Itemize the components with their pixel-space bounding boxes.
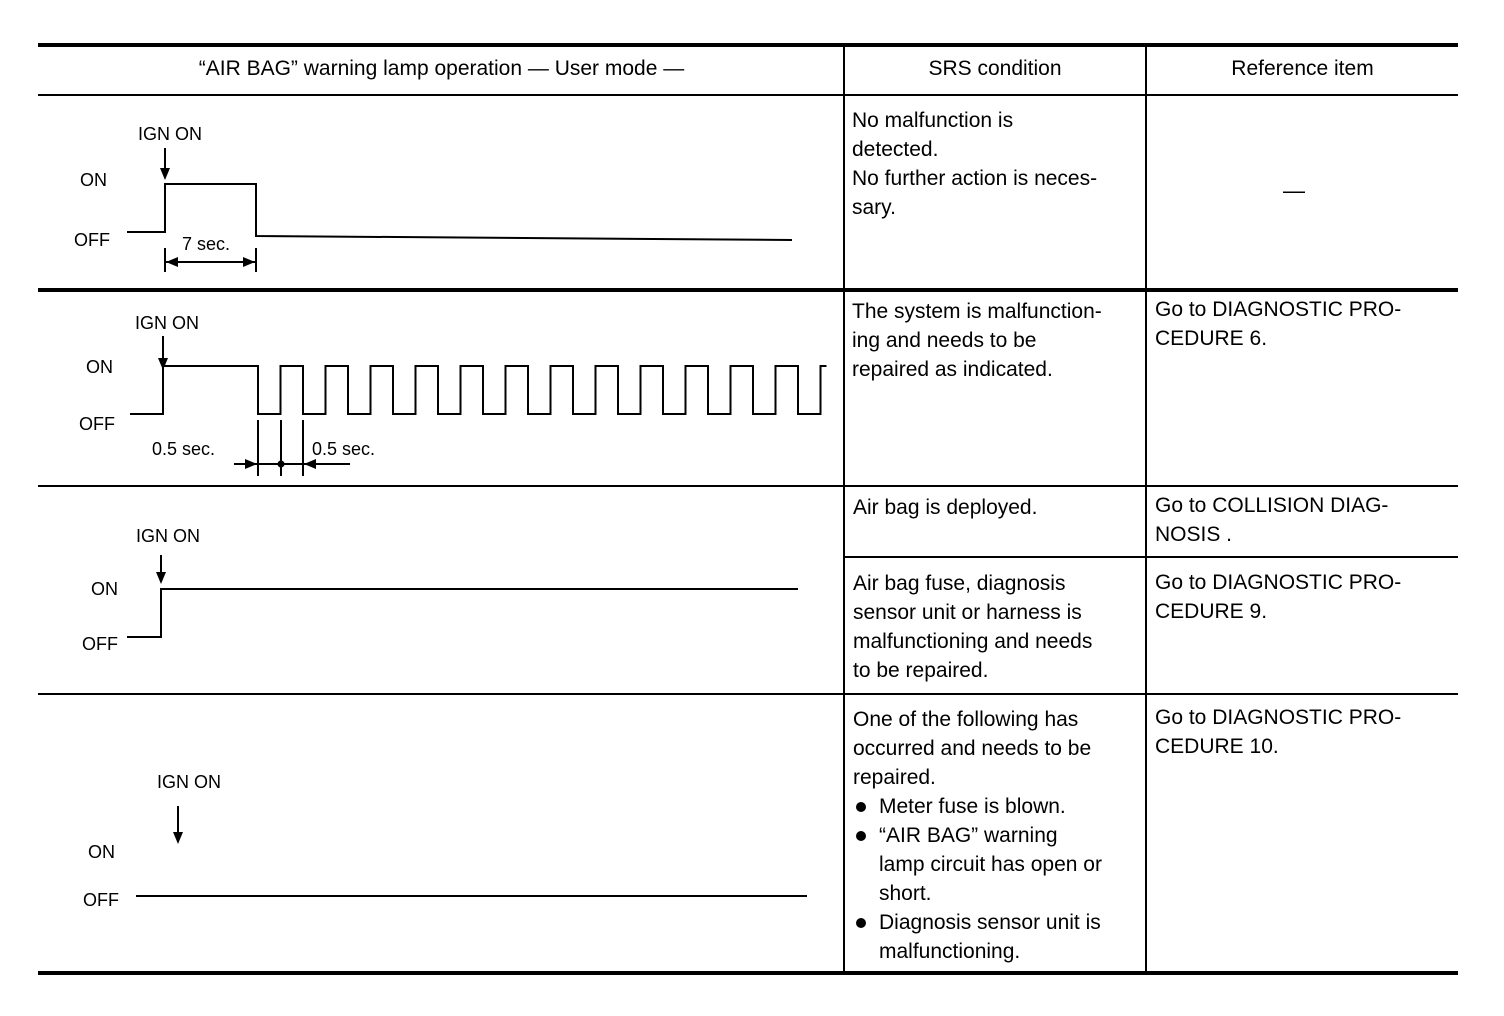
timing-label: 7 sec.	[182, 234, 231, 254]
off-label: OFF	[79, 414, 115, 434]
condition-bullet-list	[853, 792, 1143, 966]
ign-on-label: IGN ON	[136, 526, 201, 546]
ign-on-label: IGN ON	[157, 772, 222, 792]
ign-on-label: IGN ON	[138, 124, 203, 144]
off-label: OFF	[74, 230, 110, 250]
srs-condition-text: One of the following has occurred and needs to be repaired. Meter fuse is blown. “AIR BAG” warning lamp circuit has open or short. Diagnosis sensor unit is malfunctioning.	[853, 705, 1143, 966]
reference-dash: —	[1283, 178, 1305, 203]
reference-item-text: Go to DIAGNOSTIC PRO- CEDURE 6.	[1155, 298, 1402, 350]
on-label: ON	[88, 842, 115, 862]
srs-condition-text: No malfunction is detected. No further action is neces- sary.	[852, 109, 1098, 219]
list-item: “AIR BAG” warning lamp circuit has open or short.	[853, 821, 1143, 908]
on-label: ON	[86, 357, 113, 377]
header-srs-condition: SRS condition	[928, 57, 1062, 80]
list-item: Meter fuse is blown.	[853, 792, 1143, 821]
reference-item-text: Go to COLLISION DIAG- NOSIS .	[1155, 494, 1389, 546]
header-lamp-operation: “AIR BAG” warning lamp operation — User mode —	[198, 57, 685, 80]
on-label: ON	[80, 170, 107, 190]
reference-item-text: Go to DIAGNOSTIC PRO- CEDURE 10.	[1155, 706, 1402, 758]
timing-label-left: 0.5 sec.	[152, 439, 216, 459]
timing-label-right: 0.5 sec.	[312, 439, 376, 459]
ign-on-label: IGN ON	[135, 313, 200, 333]
srs-condition-text: The system is malfunction- ing and needs to be repaired as indicated.	[852, 300, 1102, 381]
off-label: OFF	[82, 634, 118, 654]
srs-condition-text: Air bag is deployed.	[853, 496, 1038, 519]
header-reference-item: Reference item	[1231, 57, 1374, 80]
reference-item-text: Go to DIAGNOSTIC PRO- CEDURE 9.	[1155, 571, 1402, 623]
list-item: Diagnosis sensor unit is malfunctioning.	[853, 908, 1143, 966]
srs-condition-text: Air bag fuse, diagnosis sensor unit or harness is malfunctioning and needs to be repaired.	[853, 572, 1093, 682]
on-label: ON	[91, 579, 118, 599]
off-label: OFF	[83, 890, 119, 910]
